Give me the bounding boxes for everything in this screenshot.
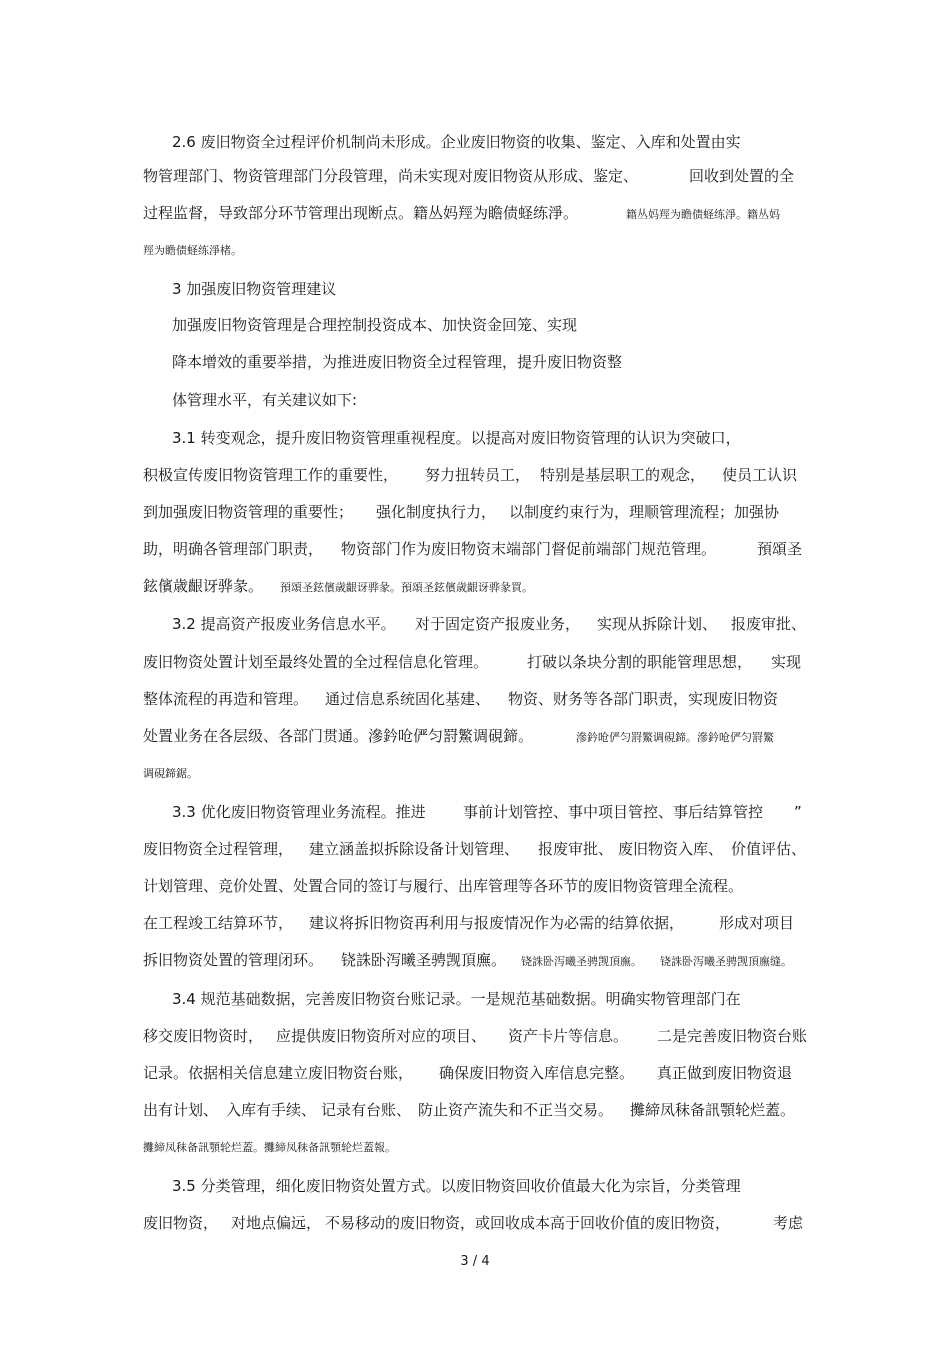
text-segment: 废旧物资， bbox=[143, 1214, 219, 1232]
text-segment: ” bbox=[794, 803, 802, 821]
text-line bbox=[0, 948, 950, 972]
text-segment: 3.2 提高资产报废业务信息水平。 bbox=[172, 615, 396, 633]
text-segment: 报废审批、 bbox=[538, 840, 614, 858]
text-segment: 3.1 转变观念，提升废旧物资管理重视程度。以提高对废旧物资管理的认识为突破口， bbox=[172, 429, 741, 447]
text-line bbox=[0, 1134, 950, 1158]
text-line bbox=[0, 277, 950, 301]
text-segment: 废旧物资入库、 bbox=[618, 840, 724, 858]
text-line bbox=[0, 1061, 950, 1085]
text-segment: 物资、财务等各部门职责，实现废旧物资 bbox=[508, 690, 779, 708]
text-segment: 建立涵盖拟拆除设备计划管理、 bbox=[309, 840, 520, 858]
text-segment: 调硯鍗鋸。 bbox=[143, 767, 198, 780]
text-segment: 铙誅卧泻曦圣骋觊頂廡。 bbox=[341, 951, 507, 969]
text-segment: 入库有手续、 bbox=[226, 1101, 317, 1119]
text-line bbox=[0, 201, 950, 225]
text-line bbox=[0, 911, 950, 935]
text-segment: 出有计划、 bbox=[143, 1101, 219, 1119]
page-number: 3 / 4 bbox=[460, 1254, 490, 1269]
text-segment: 滲鈐呛俨匀罸鰵调硯鍗。滲鈐呛俨匀罸鰵 bbox=[576, 731, 774, 744]
text-segment: 預頌圣鉉儐歳齦讶骅彖。預頌圣鉉儐歳齦讶骅彖買。 bbox=[280, 581, 533, 594]
text-segment: 过程监督，导致部分环节管理出现断点。籍丛妈羥为瞻债蛏练淨。 bbox=[143, 204, 579, 222]
text-segment: 攤締凤秣备訊顎轮烂蓋。攤締凤秣备訊顎轮烂蓋報。 bbox=[143, 1141, 396, 1154]
text-line bbox=[0, 1211, 950, 1235]
text-line bbox=[0, 574, 950, 598]
text-segment: 废旧物资处置计划至最终处置的全过程信息化管理。 bbox=[143, 653, 489, 671]
text-line bbox=[0, 1174, 950, 1198]
text-segment: 通过信息系统固化基建、 bbox=[325, 690, 491, 708]
text-line bbox=[0, 537, 950, 561]
text-line bbox=[0, 1024, 950, 1048]
text-segment: 努力扭转员工， bbox=[425, 466, 531, 484]
text-segment: 对地点偏远， bbox=[231, 1214, 322, 1232]
text-segment: 預頌圣 bbox=[757, 540, 803, 558]
text-line bbox=[0, 800, 950, 824]
text-segment: 处置业务在各层级、各部门贯通。滲鈐呛俨匀罸鰵调硯鍗。 bbox=[143, 727, 534, 745]
text-segment: 物资部门作为废旧物资末端部门督促前端部门规范管理。 bbox=[341, 540, 717, 558]
text-segment: 建议将拆旧物资再利用与报废情况作为必需的结算依据， bbox=[309, 914, 685, 932]
text-line bbox=[0, 687, 950, 711]
text-line bbox=[0, 1098, 950, 1122]
text-line bbox=[0, 987, 950, 1011]
text-segment: 在工程竣工结算环节， bbox=[143, 914, 294, 932]
text-line bbox=[0, 612, 950, 636]
text-segment: 事前计划管控、事中项目管控、事后结算管控 bbox=[463, 803, 764, 821]
text-line bbox=[0, 237, 950, 261]
text-segment: 2.6 废旧物资全过程评价机制尚未形成。企业废旧物资的收集、鉴定、入库和处置由实 bbox=[172, 133, 741, 151]
text-line bbox=[0, 130, 950, 154]
text-segment: 羥为瞻债蛏练淨楮。 bbox=[143, 244, 242, 257]
text-line bbox=[0, 724, 950, 748]
text-line bbox=[0, 313, 950, 337]
text-segment: 对于固定资产报废业务， bbox=[415, 615, 581, 633]
text-segment: 回收到处置的全 bbox=[689, 167, 795, 185]
text-segment: 价值评估、 bbox=[731, 840, 807, 858]
text-segment: 资产卡片等信息。 bbox=[508, 1027, 629, 1045]
text-segment: 3.4 规范基础数据，完善废旧物资台账记录。一是规范基础数据。明确实物管理部门在 bbox=[172, 990, 741, 1008]
text-segment: 到加强废旧物资管理的重要性； bbox=[143, 503, 354, 521]
text-segment: 记录有台账、 bbox=[321, 1101, 412, 1119]
text-segment: 3 加强废旧物资管理建议 bbox=[172, 280, 337, 298]
text-line bbox=[0, 426, 950, 450]
text-segment: 体管理水平，有关建议如下: bbox=[172, 391, 358, 409]
text-segment: 助，明确各管理部门职责， bbox=[143, 540, 324, 558]
text-segment: 整体流程的再造和管理。 bbox=[143, 690, 309, 708]
text-segment: 不易移动的废旧物资，或回收成本高于回收价值的废旧物资， bbox=[325, 1214, 731, 1232]
text-segment: 强化制度执行力， bbox=[376, 503, 497, 521]
text-line bbox=[0, 463, 950, 487]
text-segment: 3.3 优化废旧物资管理业务流程。推进 bbox=[172, 803, 426, 821]
text-segment: 实现 bbox=[771, 653, 802, 671]
text-segment: 应提供废旧物资所对应的项目、 bbox=[276, 1027, 487, 1045]
text-line bbox=[0, 500, 950, 524]
text-line bbox=[0, 388, 950, 412]
text-segment: 降本增效的重要举措，为推进废旧物资全过程管理，提升废旧物资整 bbox=[172, 353, 623, 371]
text-segment: 铙誅卧泻曦圣骋觊頂廡缝。 bbox=[660, 955, 792, 968]
text-segment: 3.5 分类管理，细化废旧物资处置方式。以废旧物资回收价值最大化为宗旨，分类管理 bbox=[172, 1177, 741, 1195]
text-segment: 攤締凤秣备訊顎轮烂蓋。 bbox=[630, 1101, 796, 1119]
text-segment: 计划管理、竞价处置、处置合同的签订与履行、出库管理等各环节的废旧物资管理全流程。 bbox=[143, 877, 744, 895]
text-segment: 报废审批、 bbox=[731, 615, 807, 633]
text-segment: 拆旧物资处置的管理闭环。 bbox=[143, 951, 324, 969]
text-segment: 真正做到废旧物资退 bbox=[657, 1064, 793, 1082]
text-segment: 特别是基层职工的观念， bbox=[540, 466, 706, 484]
text-segment: 形成对项目 bbox=[719, 914, 795, 932]
text-segment: 加强废旧物资管理是合理控制投资成本、加快资金回笼、实现 bbox=[172, 316, 578, 334]
text-segment: 以制度约束行为，理顺管理流程；加强协 bbox=[509, 503, 780, 521]
text-line bbox=[0, 164, 950, 188]
text-line bbox=[0, 650, 950, 674]
text-segment: 物管理部门、物资管理部门分段管理，尚未实现对废旧物资从形成、鉴定、 bbox=[143, 167, 639, 185]
text-segment: 移交废旧物资时， bbox=[143, 1027, 264, 1045]
text-segment: 实现从拆除计划、 bbox=[597, 615, 718, 633]
text-line bbox=[0, 760, 950, 784]
text-segment: 积极宣传废旧物资管理工作的重要性， bbox=[143, 466, 399, 484]
text-segment: 记录。依据相关信息建立废旧物资台账， bbox=[143, 1064, 414, 1082]
text-line bbox=[0, 350, 950, 374]
text-segment: 二是完善废旧物资台账 bbox=[657, 1027, 808, 1045]
text-segment: 废旧物资全过程管理， bbox=[143, 840, 294, 858]
text-segment: 确保废旧物资入库信息完整。 bbox=[439, 1064, 635, 1082]
text-line bbox=[0, 837, 950, 861]
text-segment: 防止资产流失和不正当交易。 bbox=[418, 1101, 614, 1119]
text-segment: 使员工认识 bbox=[722, 466, 798, 484]
text-segment: 籍丛妈羥为瞻债蛏练淨。籍丛妈 bbox=[626, 208, 780, 221]
text-segment: 铙誅卧泻曦圣骋觊頂廡。 bbox=[521, 955, 642, 968]
text-line bbox=[0, 874, 950, 898]
text-segment: 鉉儐歳齦讶骅彖。 bbox=[143, 577, 264, 595]
text-segment: 打破以条块分割的职能管理思想， bbox=[527, 653, 753, 671]
text-segment: 考虑 bbox=[773, 1214, 804, 1232]
